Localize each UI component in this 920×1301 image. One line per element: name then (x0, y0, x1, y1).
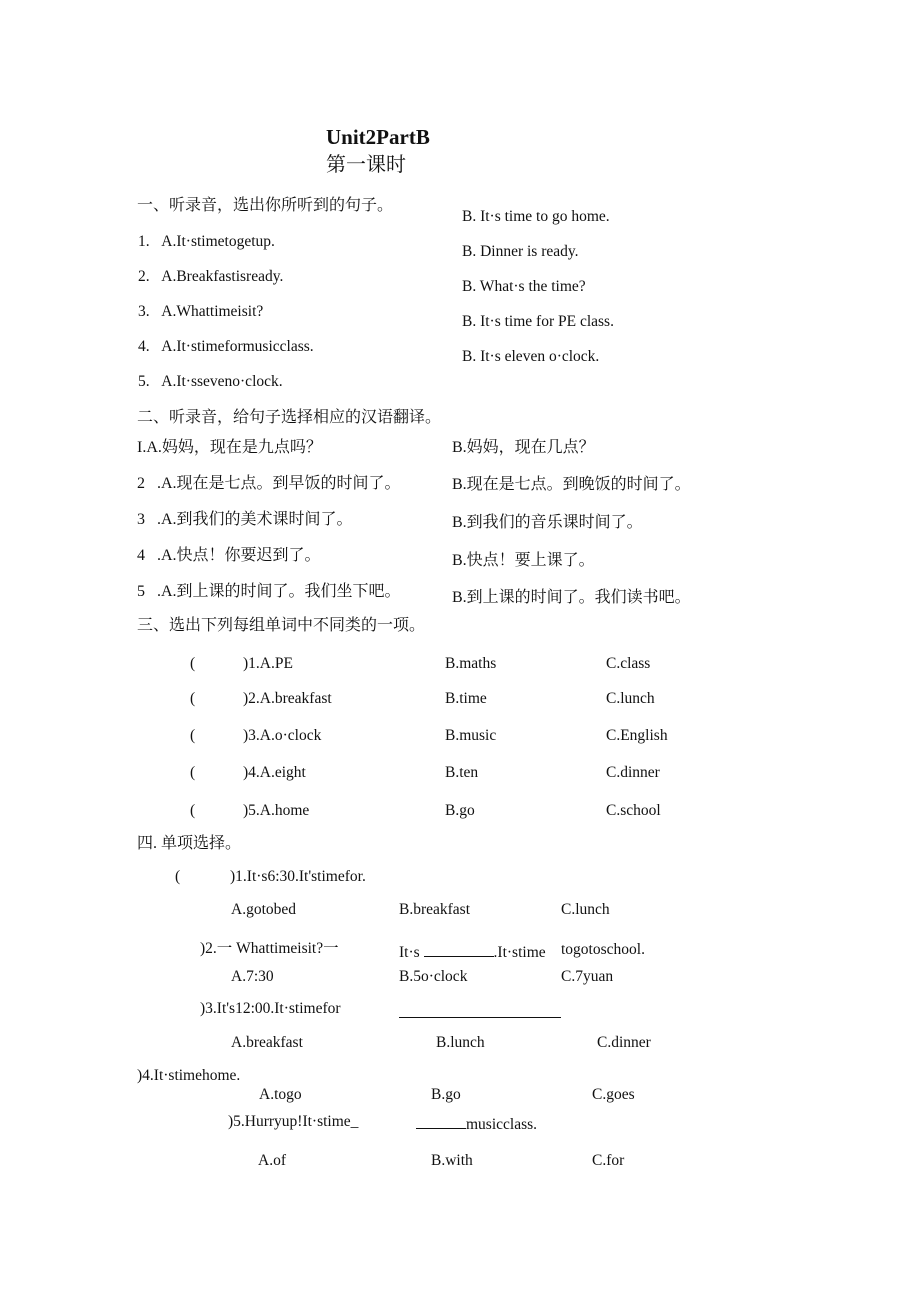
answer-blank[interactable] (416, 1114, 466, 1129)
s3-q2-option-a: )2.A.breakfast (243, 690, 332, 707)
s4-q5-option-c: C.for (592, 1152, 625, 1169)
s3-q1-option-a: )1.A.PE (243, 655, 293, 672)
s2-option-b-5: B.到上课的时间了。我们读书吧。 (452, 589, 691, 606)
s3-q5-option-b: B.go (445, 802, 475, 819)
s3-q4-option-c: C.dinner (606, 764, 660, 781)
section-2-heading: 二、听录音，给句子选择相应的汉语翻译。 (137, 409, 442, 426)
s1-option-a-4: 4. A.It·stimeformusicclass. (138, 338, 314, 355)
s4-q1-option-a: A.gotobed (231, 901, 297, 918)
s1-option-b-3: B. What·s the time? (462, 278, 586, 295)
s2-option-a-4: 4 .A.快点！你要迟到了。 (137, 547, 321, 564)
s4-q2-middle (399, 942, 546, 961)
s4-q3-option-b: B.lunch (436, 1034, 485, 1051)
s2-option-a-5: 5 .A.到上课的时间了。我们坐下吧。 (137, 583, 401, 600)
s1-option-a-1: 1. A.It·stimetogetup. (138, 233, 275, 250)
s1-option-a-2: 2. A.Breakfastisready. (138, 268, 284, 285)
s4-q5-option-b: B.with (431, 1152, 473, 1169)
answer-paren: ( (190, 690, 196, 707)
s4-q1-text: )1.It·s6:30.It'stimefor. (230, 868, 366, 885)
s2-option-a-1: I.A.妈妈，现在是九点吗？ (137, 439, 322, 456)
s4-q2-text: )2.一 Whattimeisit?一 (200, 940, 339, 957)
answer-paren: ( (190, 727, 196, 744)
s2-option-a-2: 2 .A.现在是七点。到早饭的时间了。 (137, 475, 401, 492)
s1-option-b-2: B. Dinner is ready. (462, 243, 579, 260)
s4-q2-option-b: B.5o·clock (399, 968, 468, 985)
s4-q5-text: )5.Hurryup!It·stime_ (228, 1113, 359, 1130)
answer-paren: ( (190, 802, 196, 819)
section-3-heading: 三、选出下列每组单词中不同类的一项。 (137, 617, 426, 634)
s4-q3-option-c: C.dinner (597, 1034, 651, 1051)
s4-q5-tail: musicclass. (466, 1116, 538, 1133)
s3-q3-option-a: )3.A.o·clock (243, 727, 322, 744)
answer-paren: ( (175, 868, 181, 885)
section-4-heading: 四. 单项选择。 (137, 835, 242, 852)
s1-option-a-5: 5. A.It·sseveno·clock. (138, 373, 283, 390)
s2-option-a-3: 3 .A.到我们的美术课时间了。 (137, 511, 353, 528)
s4-q1-option-c: C.lunch (561, 901, 610, 918)
page-subtitle: 第一课时 (326, 154, 406, 176)
answer-blank[interactable] (424, 942, 494, 957)
s4-q3-option-a: A.breakfast (231, 1034, 303, 1051)
answer-paren: ( (190, 655, 196, 672)
s3-q5-option-a: )5.A.home (243, 802, 310, 819)
s2-option-b-3: B.到我们的音乐课时间了。 (452, 514, 643, 531)
s4-q4-option-c: C.goes (592, 1086, 635, 1103)
s4-q1-option-b: B.breakfast (399, 901, 471, 918)
s3-q1-option-b: B.maths (445, 655, 497, 672)
s3-q4-option-a: )4.A.eight (243, 764, 306, 781)
s4-q3-text: )3.It's12:00.It·stimefor (200, 1000, 341, 1017)
answer-paren: ( (190, 764, 196, 781)
s3-q5-option-c: C.school (606, 802, 661, 819)
s1-option-a-3: 3. A.Whattimeisit? (138, 303, 264, 320)
s4-q4-option-b: B.go (431, 1086, 461, 1103)
answer-blank[interactable] (399, 1003, 561, 1018)
s1-option-b-1: B. It·s time to go home. (462, 208, 610, 225)
s4-q2-option-c: C.7yuan (561, 968, 614, 985)
s4-q4-option-a: A.togo (259, 1086, 302, 1103)
s4-q2-middle-post: .It·stime (493, 944, 546, 961)
s2-option-b-2: B.现在是七点。到晚饭的时间了。 (452, 476, 691, 493)
s3-q2-option-c: C.lunch (606, 690, 655, 707)
s2-option-b-1: B.妈妈，现在几点？ (452, 439, 595, 456)
section-1-heading: 一、听录音，选出你所听到的句子。 (137, 197, 394, 214)
s4-q2-middle-pre: It·s (399, 944, 424, 961)
s2-option-b-4: B.快点！要上课了。 (452, 552, 595, 569)
s3-q3-option-b: B.music (445, 727, 497, 744)
s4-q4-text: )4.It·stimehome. (137, 1067, 241, 1084)
s4-q5-tail-wrap (416, 1114, 537, 1133)
s3-q3-option-c: C.English (606, 727, 668, 744)
s3-q4-option-b: B.ten (445, 764, 479, 781)
s3-q1-option-c: C.class (606, 655, 651, 672)
s1-option-b-4: B. It·s time for PE class. (462, 313, 614, 330)
s4-q2-tail: togotoschool. (561, 941, 645, 958)
s1-option-b-5: B. It·s eleven o·clock. (462, 348, 600, 365)
s4-q2-option-a: A.7:30 (231, 968, 274, 985)
page-title: Unit2PartB (326, 125, 430, 149)
s3-q2-option-b: B.time (445, 690, 487, 707)
s4-q5-option-a: A.of (258, 1152, 286, 1169)
